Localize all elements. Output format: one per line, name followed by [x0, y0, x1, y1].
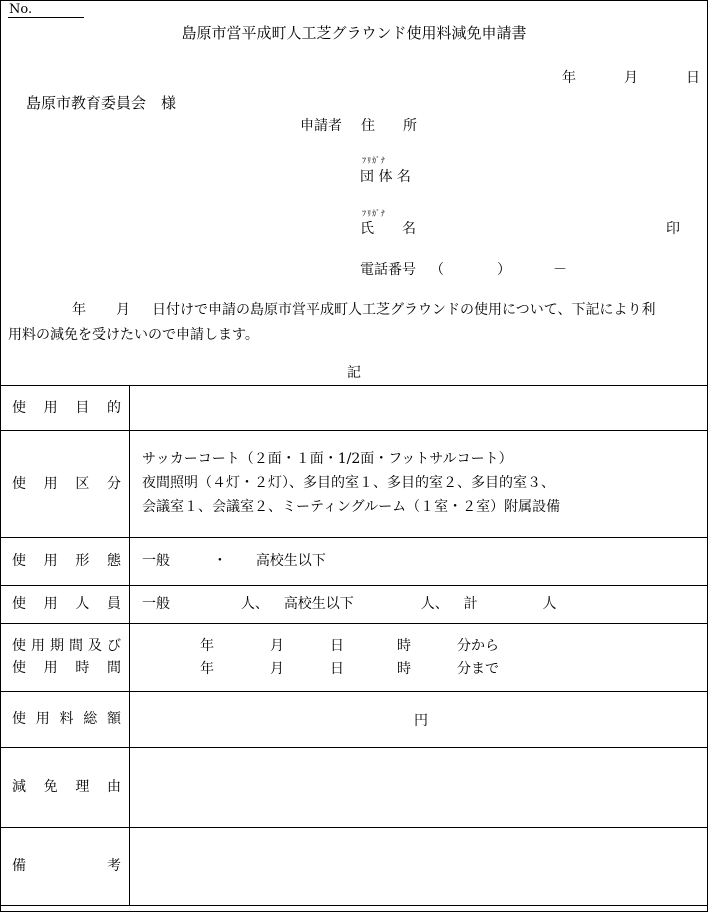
period-field[interactable] — [130, 624, 708, 692]
category-field[interactable] — [130, 431, 708, 538]
document-title: 島原市営平成町人工芝グラウンド使用料減免申請書 — [181, 24, 527, 42]
category-line3: 会議室１、会議室２、ミーティングルーム（１室・２室）附属設備 — [142, 498, 561, 515]
seal-mark: 印 — [666, 221, 680, 237]
form-general[interactable]: 一般 — [142, 553, 170, 570]
statement-line2: 用料の減免を受けたいので申請します。 — [8, 327, 259, 343]
remarks-field[interactable] — [130, 828, 708, 906]
people-field[interactable] — [130, 586, 708, 624]
row-people — [1, 586, 708, 624]
period-label: 使 用 期 間 及 び 使 用 時 間 — [1, 624, 130, 692]
people-label: 使 用 人 員 — [1, 586, 130, 624]
date-month: 月 — [624, 70, 638, 86]
date-day: 日 — [686, 70, 700, 86]
row-period — [1, 624, 708, 692]
people-general: 一般 — [142, 596, 170, 613]
category-label: 使 用 区 分 — [1, 431, 130, 538]
people-student: 高校生以下 — [283, 596, 354, 613]
row-remarks — [1, 828, 708, 906]
statement-month: 月 — [116, 302, 130, 318]
address-label: 住 所 — [361, 118, 417, 134]
phone-open-paren: （ — [430, 262, 444, 278]
fee-label: 使 用 料 総 額 — [1, 692, 130, 748]
number-field[interactable] — [8, 17, 84, 18]
name-ruby: ﾌﾘｶﾞﾅ — [362, 209, 386, 218]
details-table — [0, 385, 708, 906]
statement-line1: 日付けで申請の島原市営平成町人工芝グラウンドの使用について、下記により利 — [152, 302, 656, 318]
applicant-label: 申請者 — [300, 118, 342, 134]
people-unit1: 人、 — [240, 596, 269, 613]
ki-mark: 記 — [347, 365, 361, 381]
row-fee — [1, 692, 708, 748]
form-field[interactable] — [130, 538, 708, 586]
phone-dash: － — [553, 262, 567, 278]
period-to: 年 月 日 時 分まで — [200, 660, 499, 677]
date-year: 年 — [562, 70, 576, 86]
people-unit3: 人 — [542, 596, 557, 613]
row-form — [1, 538, 708, 586]
category-line1: サッカーコート（２面・１面・1/2面・フットサルコート） — [142, 451, 513, 468]
form-label: 使 用 形 態 — [1, 538, 130, 586]
number-label: No. — [9, 2, 33, 17]
reason-label: 減 免 理 由 — [1, 748, 130, 828]
people-total: 計 — [463, 596, 478, 613]
fee-yen: 円 — [414, 713, 428, 729]
form-dot: ・ — [212, 553, 227, 570]
reason-field[interactable] — [130, 748, 708, 828]
form-student[interactable]: 高校生以下 — [255, 553, 326, 570]
purpose-field[interactable] — [130, 386, 708, 431]
people-unit2: 人、 — [420, 596, 449, 613]
phone-label: 電話番号 — [360, 262, 416, 278]
period-from: 年 月 日 時 分から — [200, 638, 499, 655]
row-category — [1, 431, 708, 538]
fee-field[interactable] — [130, 692, 708, 748]
phone-close-paren: ） — [497, 262, 511, 278]
statement-year: 年 — [72, 302, 86, 318]
addressee: 島原市教育委員会 様 — [26, 94, 177, 112]
remarks-label: 備 考 — [1, 828, 130, 906]
category-line2: 夜間照明（４灯・２灯）、多目的室１、多目的室２、多目的室３、 — [142, 475, 555, 492]
group-ruby: ﾌﾘｶﾞﾅ — [362, 156, 386, 165]
row-purpose — [1, 386, 708, 431]
group-name-label: 団 体 名 — [360, 169, 411, 185]
purpose-label: 使 用 目 的 — [1, 386, 130, 431]
name-label: 氏 名 — [360, 221, 416, 237]
row-reason — [1, 748, 708, 828]
